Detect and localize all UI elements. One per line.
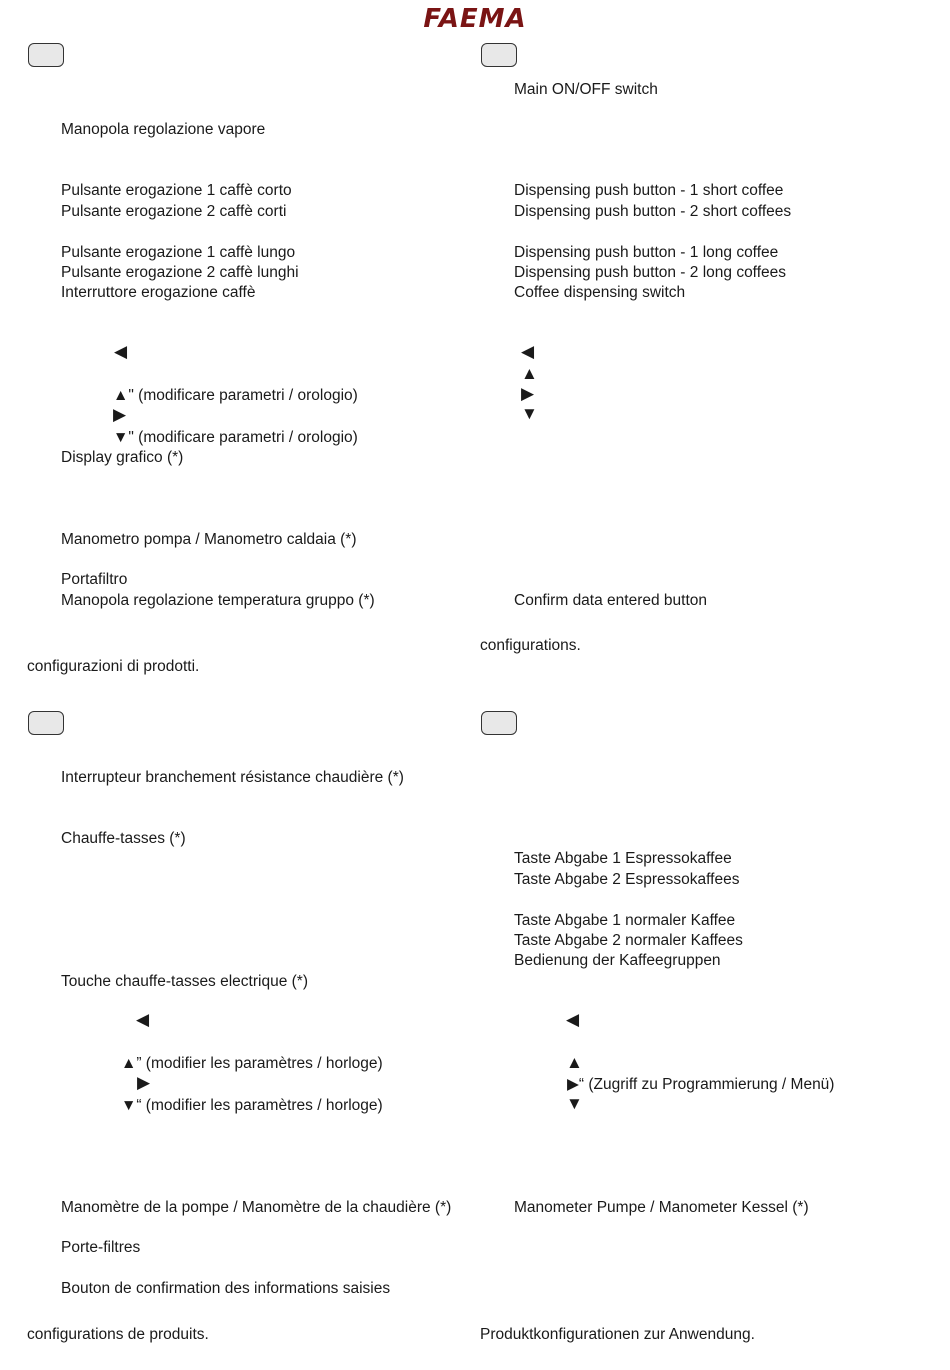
arrow-down-icon: ▼: [566, 1094, 583, 1113]
en-button-2-long: Dispensing push button - 2 long coffees: [514, 264, 787, 281]
it-button-2-long: Pulsante erogazione 2 caffè lunghi: [61, 264, 299, 281]
it-down-note: " (modificare parametri / orologio): [128, 429, 358, 446]
it-steam-knob: Manopola regolazione vapore: [61, 121, 266, 138]
it-footer: configurazioni di prodotti.: [27, 658, 200, 675]
it-temperature-knob: Manopola regolazione temperatura gruppo (*): [61, 592, 375, 609]
fr-cup-warmer: Chauffe-tasses (*): [61, 830, 186, 847]
de-footer: Produktkonfigurationen zur Anwendung.: [480, 1326, 755, 1343]
fr-up-row: [121, 1055, 383, 1073]
en-button-1-long: Dispensing push button - 1 long coffee: [514, 244, 779, 261]
fr-down-row: [121, 1097, 383, 1115]
it-down-row: [113, 429, 358, 447]
arrow-down-icon: ▼: [521, 404, 538, 423]
de-group-control: Bedienung der Kaffeegruppen: [514, 952, 721, 969]
de-button-1-espresso: Taste Abgabe 1 Espressokaffee: [514, 850, 732, 867]
de-button-2-espresso: Taste Abgabe 2 Espressokaffees: [514, 871, 740, 888]
it-up-row: [113, 387, 358, 405]
language-badge-en: [481, 43, 517, 67]
arrow-left-icon: ◀: [521, 342, 535, 361]
arrow-right-icon: ▶: [567, 1076, 579, 1093]
fr-up-note: ” (modifier les paramètres / horloge): [136, 1055, 383, 1072]
en-button-1-short: Dispensing push button - 1 short coffee: [514, 182, 784, 199]
arrow-right-icon: ▶: [521, 384, 535, 403]
de-right-row: [567, 1076, 834, 1094]
it-up-note: " (modificare parametri / orologio): [128, 387, 358, 404]
it-button-1-short: Pulsante erogazione 1 caffè corto: [61, 182, 292, 199]
it-coffee-switch: Interruttore erogazione caffè: [61, 284, 256, 301]
en-confirm-button: Confirm data entered button: [514, 592, 708, 609]
language-badge-fr: [28, 711, 64, 735]
arrow-up-icon: ▲: [121, 1055, 137, 1072]
arrow-right-icon: ▶: [137, 1073, 151, 1092]
fr-heater-switch: Interrupteur branchement résistance chaudière (*): [61, 769, 404, 786]
fr-portafilter: Porte-filtres: [61, 1239, 141, 1256]
arrow-left-icon: ◀: [136, 1010, 150, 1029]
de-right-note: “ (Zugriff zu Programmierung / Menü): [578, 1076, 835, 1093]
en-main-switch: Main ON/OFF switch: [514, 81, 658, 98]
it-button-2-short: Pulsante erogazione 2 caffè corti: [61, 203, 287, 220]
de-button-2-normal: Taste Abgabe 2 normaler Kaffees: [514, 932, 743, 949]
en-footer: configurations.: [480, 637, 581, 654]
arrow-left-icon: ◀: [114, 342, 128, 361]
language-badge-it: [28, 43, 64, 67]
de-gauge: Manometer Pumpe / Manometer Kessel (*): [514, 1199, 809, 1216]
arrow-up-icon: ▲: [113, 387, 129, 404]
arrow-down-icon: ▼: [121, 1097, 137, 1114]
it-display: Display grafico (*): [61, 449, 184, 466]
de-button-1-normal: Taste Abgabe 1 normaler Kaffee: [514, 912, 736, 929]
it-gauge: Manometro pompa / Manometro caldaia (*): [61, 531, 357, 548]
arrow-up-icon: ▲: [566, 1053, 583, 1072]
it-portafilter: Portafiltro: [61, 571, 128, 588]
fr-footer: configurations de produits.: [27, 1326, 209, 1343]
fr-confirm-button: Bouton de confirmation des informations saisies: [61, 1280, 391, 1297]
arrow-left-icon: ◀: [566, 1010, 580, 1029]
arrow-down-icon: ▼: [113, 429, 129, 446]
fr-gauge: Manomètre de la pompe / Manomètre de la chaudière (*): [61, 1199, 452, 1216]
faema-logo: FAEMA: [423, 4, 527, 34]
fr-cup-warmer-button: Touche chauffe-tasses electrique (*): [61, 973, 308, 990]
arrow-right-icon: ▶: [113, 405, 127, 424]
it-button-1-long: Pulsante erogazione 1 caffè lungo: [61, 244, 296, 261]
en-button-2-short: Dispensing push button - 2 short coffees: [514, 203, 792, 220]
en-coffee-switch: Coffee dispensing switch: [514, 284, 686, 301]
fr-down-note: “ (modifier les paramètres / horloge): [136, 1097, 383, 1114]
language-badge-de: [481, 711, 517, 735]
arrow-up-icon: ▲: [521, 364, 538, 383]
